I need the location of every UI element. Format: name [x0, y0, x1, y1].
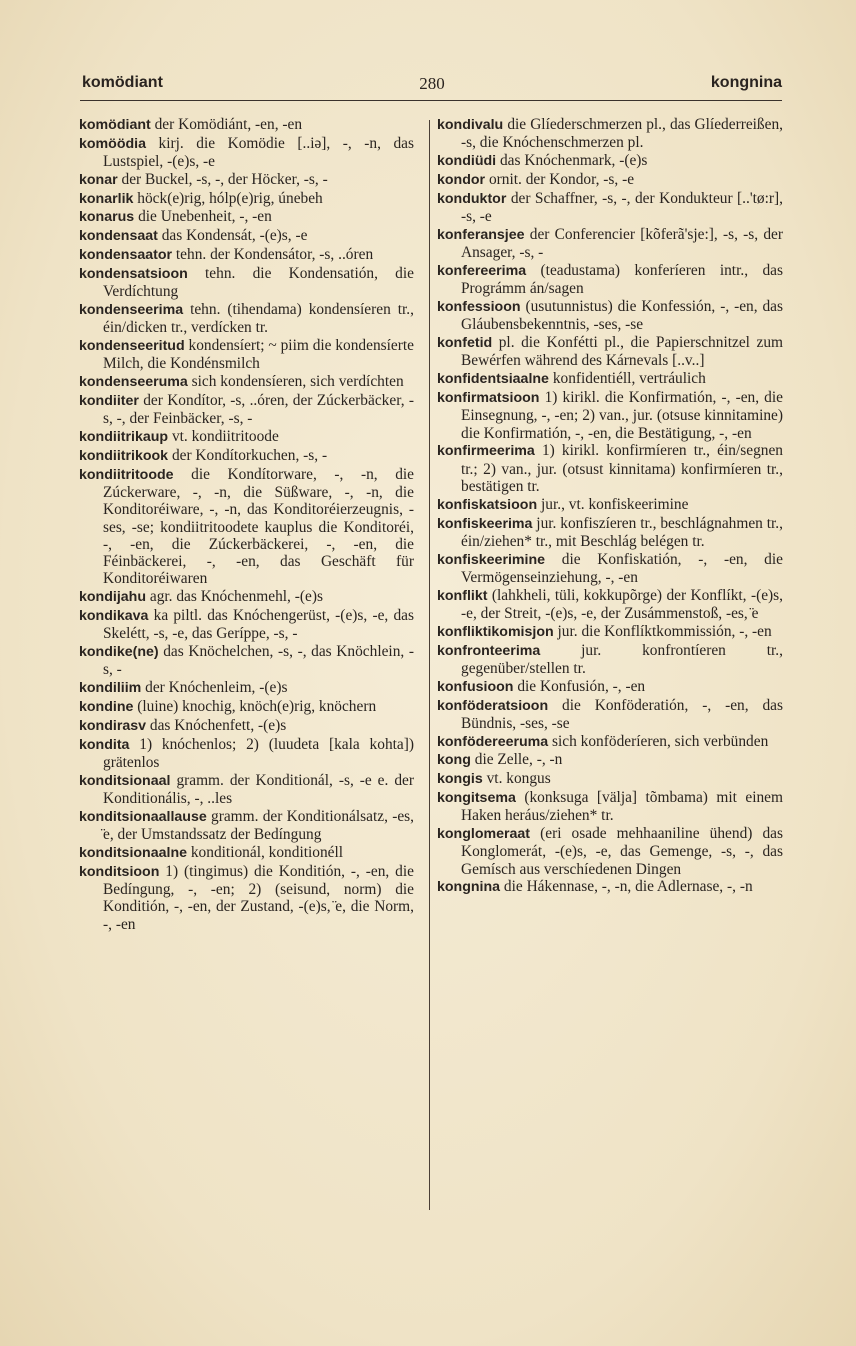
entry-definition: die Konfusión, -, -en	[517, 677, 646, 695]
dictionary-entry	[79, 373, 414, 391]
entry-headword: konfessioon	[437, 298, 521, 315]
dictionary-entry	[437, 678, 783, 696]
entry-headword: kondikava	[79, 608, 149, 625]
entry-headword: kondivalu	[437, 117, 504, 133]
dictionary-entry	[79, 643, 414, 679]
entry-definition: das Knóchenfett, -(e)s	[149, 716, 287, 734]
dictionary-entry	[437, 733, 783, 751]
entry-headword: kondiitrikook	[79, 447, 169, 464]
entry-definition: der Kondítorkuchen, -s, -	[171, 446, 328, 464]
entry-definition: höck(e)rig, hólp(e)rig, únebeh	[137, 189, 323, 207]
entry-definition: das Kondensát, -(e)s, -e	[161, 227, 308, 245]
entry-definition: (konksuga [välja] tõmbama) mit einem Haken heráus/ziehen* tr.	[461, 788, 783, 825]
entry-definition: der Buckel, -s, -, der Höcker, -s, -	[121, 170, 328, 188]
entry-headword: kondine	[79, 699, 134, 715]
entry-headword: kondensaat	[79, 228, 158, 245]
entry-definition: ka piltl. das Knóchengerüst, -(e)s, -e, das Skelétt, -s, -e, das Geríppe, -s, -	[103, 607, 414, 643]
entry-definition: vt. kongus	[486, 770, 551, 788]
entry-headword: konfiskeerima	[437, 515, 533, 532]
entry-headword: kong	[437, 752, 471, 769]
dictionary-entry	[437, 515, 783, 551]
dictionary-entry	[437, 389, 783, 442]
dictionary-entry	[79, 337, 414, 373]
entry-headword: konfiskeerimine	[437, 551, 546, 568]
dictionary-entry	[437, 442, 783, 495]
entry-headword: kondiüdi	[437, 153, 497, 170]
dictionary-entry	[79, 863, 414, 933]
dictionary-entry	[79, 844, 414, 862]
dictionary-entry	[79, 679, 414, 697]
entry-definition: der Komödiánt, -en, -en	[154, 116, 303, 133]
entry-definition: (teadustama) konferíeren intr., das Prográmm án/sagen	[461, 261, 783, 298]
entry-definition: agr. das Knóchenmehl, -(e)s	[149, 588, 323, 606]
entry-headword: kondirasv	[79, 717, 147, 734]
entry-definition: die Glíederschmerzen pl., das Glíederreißen, -s, die Knóchenschmerzen pl.	[461, 116, 783, 152]
entry-definition: gramm. der Konditionálsatz, -es, ̈e, der Umstandssatz der Bedíngung	[103, 807, 414, 844]
entry-headword: konduktor	[437, 190, 507, 207]
entry-headword: konditsionaallause	[79, 808, 207, 825]
dictionary-entry	[437, 262, 783, 298]
entry-headword: kondenseeruma	[79, 374, 188, 391]
dictionary-entry	[437, 171, 783, 189]
entry-definition: tehn. die Kondensatión, die Verdíchtung	[103, 264, 414, 301]
dictionary-entry	[437, 587, 783, 623]
entry-definition: jur. die Konflíktkommissión, -, -en	[557, 622, 772, 640]
dictionary-entry	[79, 588, 414, 606]
dictionary-entry	[437, 751, 783, 769]
header-rule	[80, 100, 782, 101]
entry-headword: konfetid	[437, 335, 493, 352]
entry-definition: der Kondítor, -s, ..óren, der Zúckerbäcker, -s, -, der Feinbäcker, -s, -	[103, 391, 414, 428]
entry-headword: konfiskatsioon	[437, 496, 538, 513]
page-header	[82, 74, 782, 96]
entry-definition: pl. die Konfétti pl., die Papierschnitzel zum Bewérfen während des Kárnevals [..v..]	[461, 334, 783, 370]
dictionary-entry	[79, 301, 414, 337]
entry-definition: vt. kondiitritoode	[171, 428, 279, 446]
entry-definition: gramm. der Konditionál, -s, -e e. der Konditionális, -, ..les	[103, 771, 414, 807]
entry-headword: konditsioon	[79, 863, 160, 880]
entry-definition: 1) knóchenlos; 2) (luudeta [kala kohta]) grätenlos	[103, 735, 414, 771]
dictionary-entry	[437, 152, 783, 170]
entry-headword: konfusioon	[437, 678, 514, 695]
dictionary-entry	[437, 370, 783, 388]
dictionary-entry	[79, 265, 414, 301]
dictionary-entry	[79, 227, 414, 245]
entry-definition: der Knóchenleim, -(e)s	[145, 679, 288, 697]
entry-headword: konferansjee	[437, 226, 525, 243]
left-column	[79, 116, 414, 933]
entry-definition: 1) (tingimus) die Konditión, -, -en, die Bedíngung, -, -en; 2) (seisund, norm) die Konditión, -, -en, der Zustand, -(e)s, ̈e, die Norm, -, -en	[103, 862, 414, 933]
entry-headword: kondiiter	[79, 392, 139, 409]
dictionary-entry	[79, 607, 414, 643]
entry-headword: kongnina	[437, 879, 501, 896]
entry-definition: sich konföderíeren, sich verbünden	[552, 732, 769, 750]
dictionary-entry	[437, 551, 783, 587]
dictionary-entry	[79, 246, 414, 264]
column-divider	[429, 120, 430, 1210]
dictionary-entry	[437, 697, 783, 733]
entry-headword: kondiitritoode	[79, 466, 174, 483]
dictionary-entry	[79, 190, 414, 208]
dictionary-entry	[79, 772, 414, 808]
dictionary-entry	[79, 116, 414, 134]
entry-headword: konfidentsiaalne	[437, 371, 549, 388]
entry-definition: jur. konfrontíeren tr., gegenüber/stellen tr.	[461, 641, 783, 677]
dictionary-entry	[79, 717, 414, 735]
entry-definition: (luine) knochig, knöch(e)rig, knöchern	[137, 698, 377, 715]
dictionary-entry	[437, 334, 783, 370]
dictionary-entry	[437, 642, 783, 678]
header-last-word: kongnina	[710, 74, 782, 91]
entry-definition: die Kondítorware, -, -n, die Zúckerware, -, -n, die Süßware, -, -n, die Konditoréiware, -, -n, das Konditoréierzeugnis, -ses, -se; kondiitritoodete kauplus die Konditoréi, -, -en, die Zúckerbäckerei, -, -en, die Féinbäckerei, -, -en, das Geschäft für Konditoréiwaren	[103, 465, 414, 588]
dictionary-entry	[79, 808, 414, 844]
dictionary-entry	[437, 298, 783, 334]
dictionary-entry	[79, 392, 414, 428]
entry-definition: kondensíert; ~ piim die kondensíerte Milch, die Kondénsmilch	[103, 337, 414, 373]
entry-headword: konfereerima	[437, 262, 527, 279]
entry-definition: konditionál, konditionéll	[190, 843, 344, 861]
entry-headword: konfödereeruma	[437, 733, 549, 750]
entry-definition: sich kondensíeren, sich verdíchten	[191, 373, 404, 391]
entry-headword: konglomeraat	[437, 826, 531, 843]
entry-definition: jur., vt. konfiskeerimine	[540, 495, 689, 513]
entry-definition: tehn. der Kondensátor, -s, ..óren	[175, 246, 374, 264]
entry-definition: der Conferencier [kõferã'sje:], -s, -s, der Ansager, -s, -	[461, 225, 783, 262]
dictionary-entry	[79, 428, 414, 446]
entry-definition: 1) kirikl. konfirmíeren tr., éin/segnen tr.; 2) van., jur. (otsust kinnitama) konfirmíeren tr., bestätigen tr.	[461, 442, 783, 495]
entry-definition: tehn. (tihendama) kondensíeren tr., éin/dicken tr., verdícken tr.	[103, 300, 414, 337]
entry-headword: komödiant	[79, 117, 151, 133]
entry-definition: (eri osade mehhaaniline ühend) das Konglomerát, -(e)s, -e, das Gemenge, -s, -, das Gemísch aus verschíedenen Dingen	[461, 825, 783, 878]
entry-headword: konfliktikomisjon	[437, 623, 554, 640]
entry-headword: konföderatsioon	[437, 697, 549, 714]
dictionary-entry	[437, 825, 783, 878]
entry-headword: kondensatsioon	[79, 265, 188, 282]
entry-definition: (lahkheli, tüli, kokkupõrge) der Konflíkt, -(e)s, -e, der Streit, -(e)s, -e, der Zusámmenstoß, -es, ̈e	[461, 586, 783, 623]
dictionary-entry	[437, 190, 783, 226]
entry-headword: konfirmeerima	[437, 443, 535, 460]
entry-definition: der Schaffner, -s, -, der Kondukteur [..'tø:r], -s, -e	[461, 189, 783, 225]
entry-headword: konar	[79, 171, 118, 188]
entry-headword: konflikt	[437, 587, 488, 604]
entry-headword: komöödia	[79, 135, 147, 152]
entry-definition: konfidentiéll, vertráulich	[552, 370, 706, 388]
entry-definition: jur. konfiszíeren tr., beschlágnahmen tr., éin/ziehen* tr., mit Beschlág belégen tr.	[461, 514, 783, 550]
entry-headword: kondensaator	[79, 247, 173, 264]
entry-headword: kondiitrikaup	[79, 429, 169, 446]
dictionary-entry	[79, 736, 414, 772]
entry-definition: 1) kirikl. die Konfirmatión, -, -en, die Einsegnung, -, -en; 2) van., jur. (otsuse kinnitamine) die Konfirmatión, -, -en, die Bestätigung, -, -en	[461, 388, 783, 442]
dictionary-entry	[79, 171, 414, 189]
entry-headword: kondiliim	[79, 680, 142, 697]
entry-definition: die Unebenheit, -, -en	[138, 208, 272, 226]
entry-headword: konfronteerima	[437, 642, 541, 659]
entry-definition: das Knóchenmark, -(e)s	[499, 152, 648, 170]
entry-headword: konarlik	[79, 190, 134, 207]
entry-headword: kondike(ne)	[79, 644, 159, 661]
dictionary-entry	[437, 116, 783, 152]
dictionary-entry	[437, 496, 783, 514]
dictionary-entry	[437, 623, 783, 641]
dictionary-entry	[437, 878, 783, 896]
entry-headword: konfirmatsioon	[437, 389, 540, 406]
entry-definition: die Konfiskatión, -, -en, die Vermögenseinziehung, -, -en	[461, 550, 783, 586]
header-first-word: komödiant	[82, 74, 163, 91]
entry-definition: ornit. der Kondor, -s, -e	[488, 170, 635, 188]
page-number: 280	[419, 74, 445, 93]
entry-definition: das Knöchelchen, -s, -, das Knöchlein, -s, -	[103, 643, 414, 679]
entry-headword: kondita	[79, 736, 130, 753]
entry-headword: konditsionaalne	[79, 844, 187, 861]
entry-definition: kirj. die Komödie [..iə], -, -n, das Lustspiel, -(e)s, -e	[103, 134, 414, 171]
dictionary-entry	[437, 789, 783, 825]
entry-headword: kondijahu	[79, 589, 146, 606]
entry-headword: konarus	[79, 209, 135, 226]
entry-definition: (usutunnistus) die Konfessión, -, -en, das Gláubensbekenntnis, -ses, -se	[461, 297, 783, 334]
dictionary-entry	[79, 135, 414, 171]
dictionary-entry	[79, 698, 414, 716]
entry-definition: die Konföderatión, -, -en, das Bündnis, -ses, -se	[461, 696, 784, 732]
entry-headword: kondor	[437, 171, 486, 188]
entry-headword: kongitsema	[437, 789, 516, 806]
entry-headword: kondenseeritud	[79, 338, 185, 355]
right-column	[437, 116, 783, 897]
entry-definition: die Hákennase, -, -n, die Adlernase, -, -n	[503, 878, 753, 896]
entry-headword: kongis	[437, 771, 483, 788]
entry-headword: konditsionaal	[79, 772, 171, 789]
dictionary-entry	[79, 447, 414, 465]
entry-headword: kondenseerima	[79, 301, 184, 318]
entry-definition: die Zelle, -, -n	[474, 751, 563, 769]
dictionary-entry	[79, 208, 414, 226]
dictionary-entry	[437, 770, 783, 788]
dictionary-entry	[437, 226, 783, 262]
dictionary-entry	[79, 466, 414, 588]
